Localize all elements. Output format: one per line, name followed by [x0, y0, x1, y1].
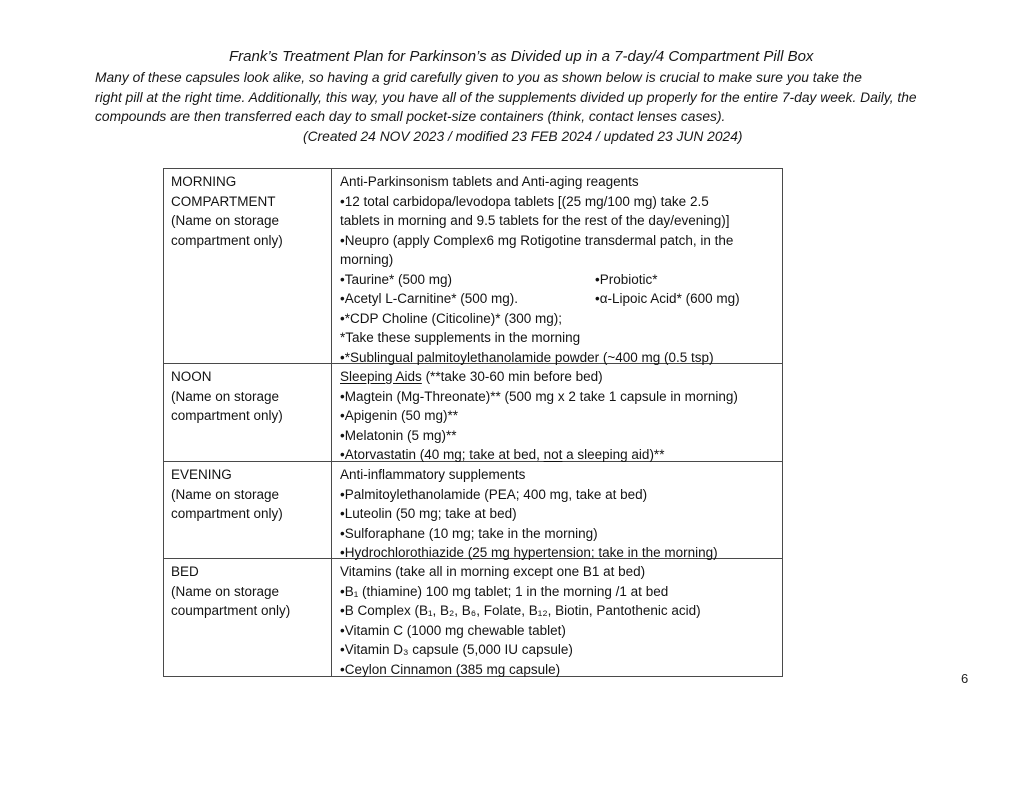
compartment-label-line: MORNING	[171, 174, 237, 189]
compartment-label-line: (Name on storage	[171, 388, 280, 404]
pill-item: •*Sublingual palmitoylethanolamide powder (~400 mg (0.5 tsp)	[340, 349, 714, 365]
compartment-cell-bed	[164, 559, 332, 676]
category-header	[340, 367, 774, 387]
compartment-cell-noon	[164, 364, 332, 461]
pill-item: •Vitamin C (1000 mg chewable tablet)	[340, 622, 566, 638]
category-header-rest: (**take 30-60 min before bed)	[421, 369, 603, 384]
pill-item-text: a sleeping aid)**	[562, 447, 665, 462]
compartment-cell-evening	[164, 462, 332, 558]
compartment-label-line: coumpartment only)	[171, 603, 291, 618]
compartment-label-line: COMPARTMENT	[171, 193, 276, 209]
pill-item: •*CDP Choline (Citicoline)* (300 mg);	[340, 310, 563, 326]
pill-item: •Melatonin (5 mg)**	[340, 427, 457, 443]
pill-item: •Sulforaphane (10 mg; take in the morning)	[340, 525, 598, 541]
pill-item: •Ceylon Cinnamon (385 mg capsule)	[340, 661, 561, 677]
document-header	[0, 47, 1024, 146]
pill-item: •Taurine* (500 mg)	[340, 271, 453, 287]
contents-cell-bed	[332, 559, 782, 676]
contents-cell-morning	[332, 169, 782, 363]
category-header: Vitamins (take all in morning except one B1 at bed)	[340, 564, 646, 579]
table-row-bed	[164, 558, 782, 676]
pill-item: •Hydrochlorothiazide (25 mg hypertension; take in the morning)	[340, 545, 718, 560]
page-number: 6	[961, 671, 969, 686]
pill-item-pair	[340, 289, 774, 309]
page-title: Frank’s Treatment Plan for Parkinson’s as Divided up in a 7-day/4 Compartment Pill Box	[229, 48, 814, 65]
intro-paragraph	[95, 68, 1024, 127]
intro-line: compounds are then transferred each day to small pocket-size containers (think, contact lenses cases).	[95, 109, 726, 125]
pill-item: •B Complex (B₁, B₂, B₆, Folate, B₁₂, Biotin, Pantothenic acid)	[340, 603, 701, 618]
footnote: *Take these supplements in the morning	[340, 330, 581, 345]
pill-item: •Vitamin D₃ capsule (5,000 IU capsule)	[340, 642, 573, 657]
compartment-label-line: (Name on storage	[171, 486, 280, 502]
compartment-label-line: (Name on storage	[171, 213, 280, 228]
pill-item-text: •Atorvastatin (40 mg; take at bed,	[340, 447, 544, 462]
table-row-noon	[164, 363, 782, 461]
pill-item: •12 total carbidopa/levodopa tablets [(25 mg/100 mg) take 2.5	[340, 193, 709, 209]
intro-line: Many of these capsules look alike, so having a grid carefully given to you as shown below is crucial to make sure you take the	[95, 70, 862, 85]
contents-cell-evening	[332, 462, 782, 558]
pill-item: •B₁ (thiamine) 100 mg tablet; 1 in the morning /1 at bed	[340, 583, 669, 599]
pill-item: •Magtein (Mg-Threonate)** (500 mg x 2 take 1 capsule in morning)	[340, 388, 738, 404]
intro-line: right pill at the right time. Additionally, this way, you have all of the supplements divided up properly for the entire 7-day week. Daily, the	[95, 89, 917, 105]
pill-item-continuation: morning)	[340, 252, 394, 267]
pill-item-continuation: tablets in morning and 9.5 tablets for the rest of the day/evening)]	[340, 213, 730, 228]
table-row-evening	[164, 461, 782, 558]
contents-cell-noon	[332, 364, 782, 461]
pill-item: •Apigenin (50 mg)**	[340, 408, 459, 423]
revision-note: (Created 24 NOV 2023 / modified 23 FEB 2024 / updated 23 JUN 2024)	[303, 128, 743, 144]
compartment-label-line: BED	[171, 564, 199, 579]
compartment-label-line: EVENING	[171, 467, 232, 482]
table-row-morning	[164, 169, 782, 363]
pill-item-underlined: not	[543, 447, 563, 462]
pill-item-pair	[340, 270, 774, 290]
compartment-label-line: NOON	[171, 369, 212, 384]
pill-item: •Luteolin (50 mg; take at bed)	[340, 506, 517, 521]
pill-item: •Palmitoylethanolamide (PEA; 400 mg, take at bed)	[340, 486, 648, 502]
pill-item: •α-Lipoic Acid* (600 mg)	[595, 291, 740, 306]
category-header: Anti-inflammatory supplements	[340, 467, 526, 482]
pill-item: •Acetyl L-Carnitine* (500 mg).	[340, 291, 519, 306]
category-header: Anti-Parkinsonism tablets and Anti-aging reagents	[340, 174, 639, 189]
category-header-underlined: Sleeping Aids	[340, 369, 422, 384]
compartment-label-line: compartment only)	[171, 408, 283, 423]
pill-item: •Neupro (apply Complex6 mg Rotigotine transdermal patch, in the	[340, 232, 734, 248]
compartment-label-line: (Name on storage	[171, 583, 280, 599]
compartment-label-line: compartment only)	[171, 506, 283, 521]
pill-box-table	[163, 168, 783, 677]
compartment-cell-morning	[164, 169, 332, 363]
pill-item: •Probiotic*	[595, 271, 658, 287]
compartment-label-line: compartment only)	[171, 232, 283, 248]
